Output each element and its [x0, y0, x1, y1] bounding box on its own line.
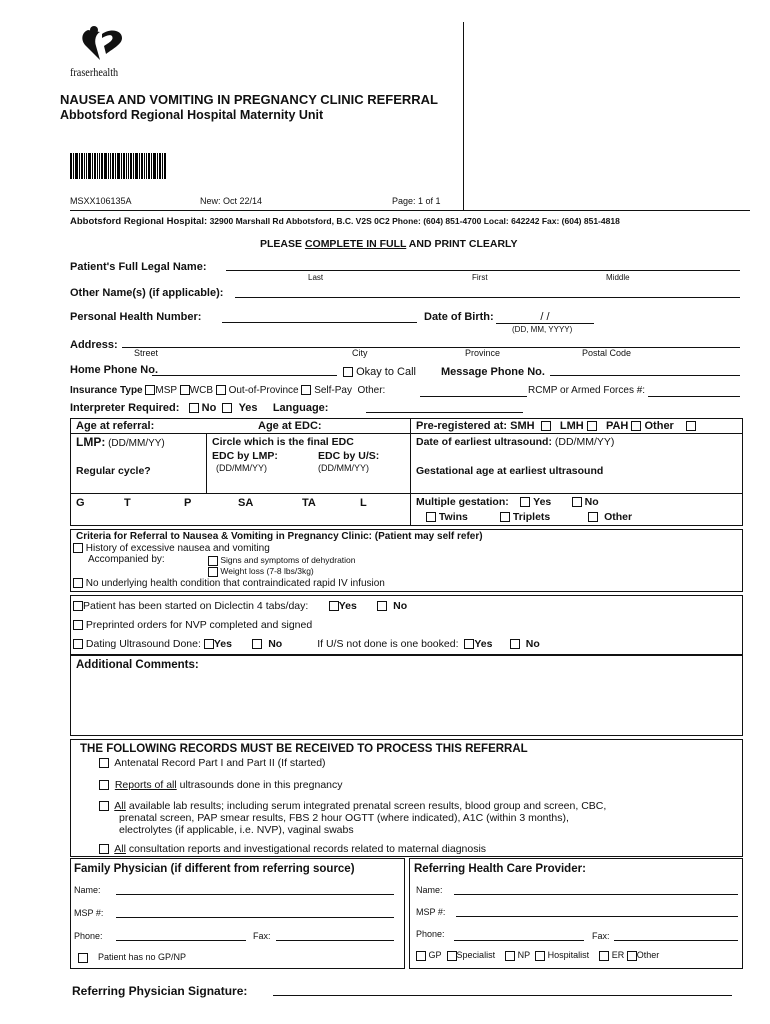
other-provider-checkbox[interactable]: [627, 951, 637, 961]
message-phone-label: Message Phone No.: [441, 366, 545, 378]
new-date: New: Oct 22/14: [200, 196, 263, 206]
address-field[interactable]: [122, 347, 740, 348]
preterm-label: P: [184, 497, 192, 509]
record-ultrasounds: Reports of all ultrasounds done in this pregnancy: [99, 779, 343, 791]
referring-fax-label: Fax:: [592, 931, 610, 941]
rcmp-label: RCMP or Armed Forces #:: [528, 385, 646, 396]
dating-yes-checkbox[interactable]: [204, 639, 214, 649]
referring-phone-label: Phone:: [416, 929, 445, 939]
consultation-checkbox[interactable]: [99, 844, 109, 854]
referring-name-field[interactable]: [454, 894, 738, 895]
signature-label: Referring Physician Signature:: [72, 984, 248, 998]
age-referral-label: Age at referral:: [76, 420, 155, 432]
full-name-label: Patient's Full Legal Name:: [70, 261, 207, 273]
okay-to-call[interactable]: Okay to Call: [343, 366, 416, 378]
no-underlying-checkbox[interactable]: [73, 578, 83, 588]
self-pay-checkbox[interactable]: [301, 385, 311, 395]
gravida-label: G: [76, 497, 85, 509]
family-name-label: Name:: [74, 885, 101, 895]
edc-us-format: (DD/MM/YY): [318, 463, 369, 473]
preprinted-row: Preprinted orders for NVP completed and signed: [73, 619, 312, 631]
criteria-title: Criteria for Referral to Nausea & Vomiting in Pregnancy Clinic: (Patient may self refer): [76, 531, 483, 542]
msp-checkbox[interactable]: [145, 385, 155, 395]
gest-age-label: Gestational age at earliest ultrasound: [416, 465, 604, 477]
preprinted-checkbox[interactable]: [73, 620, 83, 630]
province-caption: Province: [465, 348, 501, 358]
postal-caption: Postal Code: [582, 348, 632, 358]
logo-mark-icon: [70, 24, 134, 64]
record-antenatal: Antenatal Record Part I and Part II (If started): [99, 757, 326, 769]
last-name-caption: Last: [308, 273, 324, 282]
okay-to-call-checkbox[interactable]: [343, 367, 353, 377]
fraserhealth-logo: [70, 24, 134, 80]
referring-msp-field[interactable]: [456, 916, 738, 917]
first-name-caption: First: [472, 273, 488, 282]
antenatal-checkbox[interactable]: [99, 758, 109, 768]
wcb-checkbox[interactable]: [180, 385, 190, 395]
referring-fax-field[interactable]: [614, 940, 738, 941]
pregnancy-grid: [70, 418, 743, 526]
middle-name-caption: Middle: [606, 273, 630, 282]
city-caption: City: [352, 348, 368, 358]
hospital-address: Abbotsford Regional Hospital: 32900 Marshall Rd Abbotsford, B.C. V2S 0C2 Phone: (604) 851-4700 Local: 642242 Fax: (604) 851-4818: [70, 216, 620, 227]
family-msp-label: MSP #:: [74, 908, 104, 918]
family-phone-label: Phone:: [74, 931, 103, 941]
triplets-checkbox[interactable]: [500, 512, 510, 522]
other-names-label: Other Name(s) (if applicable):: [70, 287, 224, 299]
criteria-signs: Signs and symptoms of dehydration: [208, 555, 356, 566]
diclectin-yes-checkbox[interactable]: [329, 601, 339, 611]
history-checkbox[interactable]: [73, 543, 83, 553]
form-code: MSXX106135A: [70, 196, 132, 206]
dob-label: Date of Birth:: [424, 311, 494, 323]
sa-label: SA: [238, 497, 254, 509]
interpreter-no-checkbox[interactable]: [189, 403, 199, 413]
earliest-us-label: Date of earliest ultrasound: (DD/MM/YY): [416, 436, 615, 448]
lmh-checkbox[interactable]: [587, 421, 597, 431]
insurance-other-field[interactable]: [420, 396, 527, 397]
full-name-field[interactable]: [226, 270, 740, 271]
hospitalist-checkbox[interactable]: [535, 951, 545, 961]
weight-loss-checkbox[interactable]: [208, 567, 218, 577]
criteria-weight: Weight loss (7-8 lbs/3kg): [208, 566, 314, 577]
record-lab-results: All available lab results; including serum integrated prenatal screen results, blood group and screen, CBC, prenatal screen, PAP smear results, FBS 2 hour OGTT (where indicated), A1C (within 3 months), electrolytes (if applicable, i.e. NVP), vaginal swabs: [99, 800, 606, 836]
multiple-type-row: Twins Triplets Other: [426, 511, 632, 523]
phn-field[interactable]: [222, 322, 417, 323]
additional-comments-label: Additional Comments:: [76, 659, 199, 671]
dehydration-checkbox[interactable]: [208, 556, 218, 566]
other-multiple-checkbox[interactable]: [588, 512, 598, 522]
referring-msp-label: MSP #:: [416, 907, 446, 917]
family-fax-label: Fax:: [253, 931, 271, 941]
family-msp-field[interactable]: [116, 917, 394, 918]
address-label: Address:: [70, 339, 118, 351]
criteria-no-underlying: No underlying health condition that contraindicated rapid IV infusion: [73, 578, 385, 589]
logo-text: fraserhealth: [70, 65, 119, 79]
street-caption: Street: [134, 348, 159, 358]
language-field[interactable]: [366, 412, 523, 413]
regular-cycle-label: Regular cycle?: [76, 465, 151, 477]
dating-checkbox[interactable]: [73, 639, 83, 649]
provider-type-row: GP Specialist NP Hospitalist ER Other: [416, 950, 659, 961]
home-phone-field[interactable]: [152, 375, 337, 376]
edc-lmp-format: (DD/MM/YY): [216, 463, 267, 473]
family-phone-field[interactable]: [116, 940, 246, 941]
dating-row: Dating Ultrasound Done: Yes No If U/S not done is one booked: Yes No: [73, 638, 540, 650]
er-checkbox[interactable]: [599, 951, 609, 961]
home-phone-label: Home Phone No.: [70, 364, 159, 376]
specialist-checkbox[interactable]: [447, 951, 457, 961]
multiple-yes-checkbox[interactable]: [520, 497, 530, 507]
multiple-gestation-row: Multiple gestation: Yes No: [416, 496, 599, 508]
booked-yes-checkbox[interactable]: [464, 639, 474, 649]
term-label: T: [124, 497, 131, 509]
family-name-field[interactable]: [116, 894, 394, 895]
edc-us-label: EDC by U/S:: [318, 450, 380, 462]
message-phone-field[interactable]: [550, 375, 740, 376]
lmp-label: LMP: (DD/MM/YY): [76, 435, 165, 449]
criteria-history: History of excessive nausea and vomiting: [73, 543, 270, 554]
multiple-no-checkbox[interactable]: [572, 497, 582, 507]
page-title: NAUSEA AND VOMITING IN PREGNANCY CLINIC REFERRAL: [60, 92, 438, 107]
edc-lmp-label: EDC by LMP:: [212, 450, 278, 462]
family-physician-title: Family Physician (if different from referring source): [74, 863, 355, 875]
family-fax-field[interactable]: [276, 940, 394, 941]
ta-label: TA: [302, 497, 316, 509]
diclectin-no-checkbox[interactable]: [377, 601, 387, 611]
ultrasounds-checkbox[interactable]: [99, 780, 109, 790]
rcmp-field[interactable]: [648, 396, 740, 397]
lab-results-checkbox[interactable]: [99, 801, 109, 811]
accompanied-label: Accompanied by:: [88, 554, 165, 565]
insurance-row: Insurance Type MSP WCB Out-of-Province Self-Pay Other:: [70, 385, 386, 396]
barcode: [70, 153, 167, 179]
dating-no-checkbox[interactable]: [252, 639, 262, 649]
no-gp-checkbox[interactable]: [78, 953, 88, 963]
twins-checkbox[interactable]: [426, 512, 436, 522]
referring-name-label: Name:: [416, 885, 443, 895]
circle-edc-label: Circle which is the final EDC: [212, 436, 354, 448]
phn-label: Personal Health Number:: [70, 311, 202, 323]
diclectin-row: Patient has been started on Diclectin 4 tabs/day: Yes No: [73, 600, 407, 612]
age-edc-label: Age at EDC:: [258, 420, 322, 432]
signature-field[interactable]: [273, 995, 732, 996]
booked-no-checkbox[interactable]: [510, 639, 520, 649]
record-consultation: All consultation reports and investigational records related to maternal diagnosis: [99, 843, 486, 855]
np-checkbox[interactable]: [505, 951, 515, 961]
pah-checkbox[interactable]: [631, 421, 641, 431]
records-title: THE FOLLOWING RECORDS MUST BE RECEIVED TO PROCESS THIS REFERRAL: [80, 743, 528, 755]
page-number: Page: 1 of 1: [392, 196, 441, 206]
other-names-field[interactable]: [235, 297, 740, 298]
gp-checkbox[interactable]: [416, 951, 426, 961]
dob-format: (DD, MM, YYYY): [512, 325, 573, 334]
other-site-checkbox[interactable]: [686, 421, 696, 431]
interpreter-row: Interpreter Required: No Yes Language:: [70, 402, 329, 414]
interpreter-yes-checkbox[interactable]: [222, 403, 232, 413]
living-label: L: [360, 497, 367, 509]
page-subtitle: Abbotsford Regional Hospital Maternity Unit: [60, 108, 324, 122]
out-of-province-checkbox[interactable]: [216, 385, 226, 395]
dob-field[interactable]: / /: [496, 311, 594, 324]
smh-checkbox[interactable]: [541, 421, 551, 431]
diclectin-checkbox[interactable]: [73, 601, 83, 611]
referring-phone-field[interactable]: [454, 940, 584, 941]
preregistered-row: Pre-registered at: SMH LMH PAH Other: [416, 420, 696, 432]
no-gp-row: Patient has no GP/NP: [78, 952, 186, 963]
print-instruction: PLEASE COMPLETE IN FULL AND PRINT CLEARLY: [260, 238, 518, 250]
referring-provider-title: Referring Health Care Provider:: [414, 863, 586, 875]
